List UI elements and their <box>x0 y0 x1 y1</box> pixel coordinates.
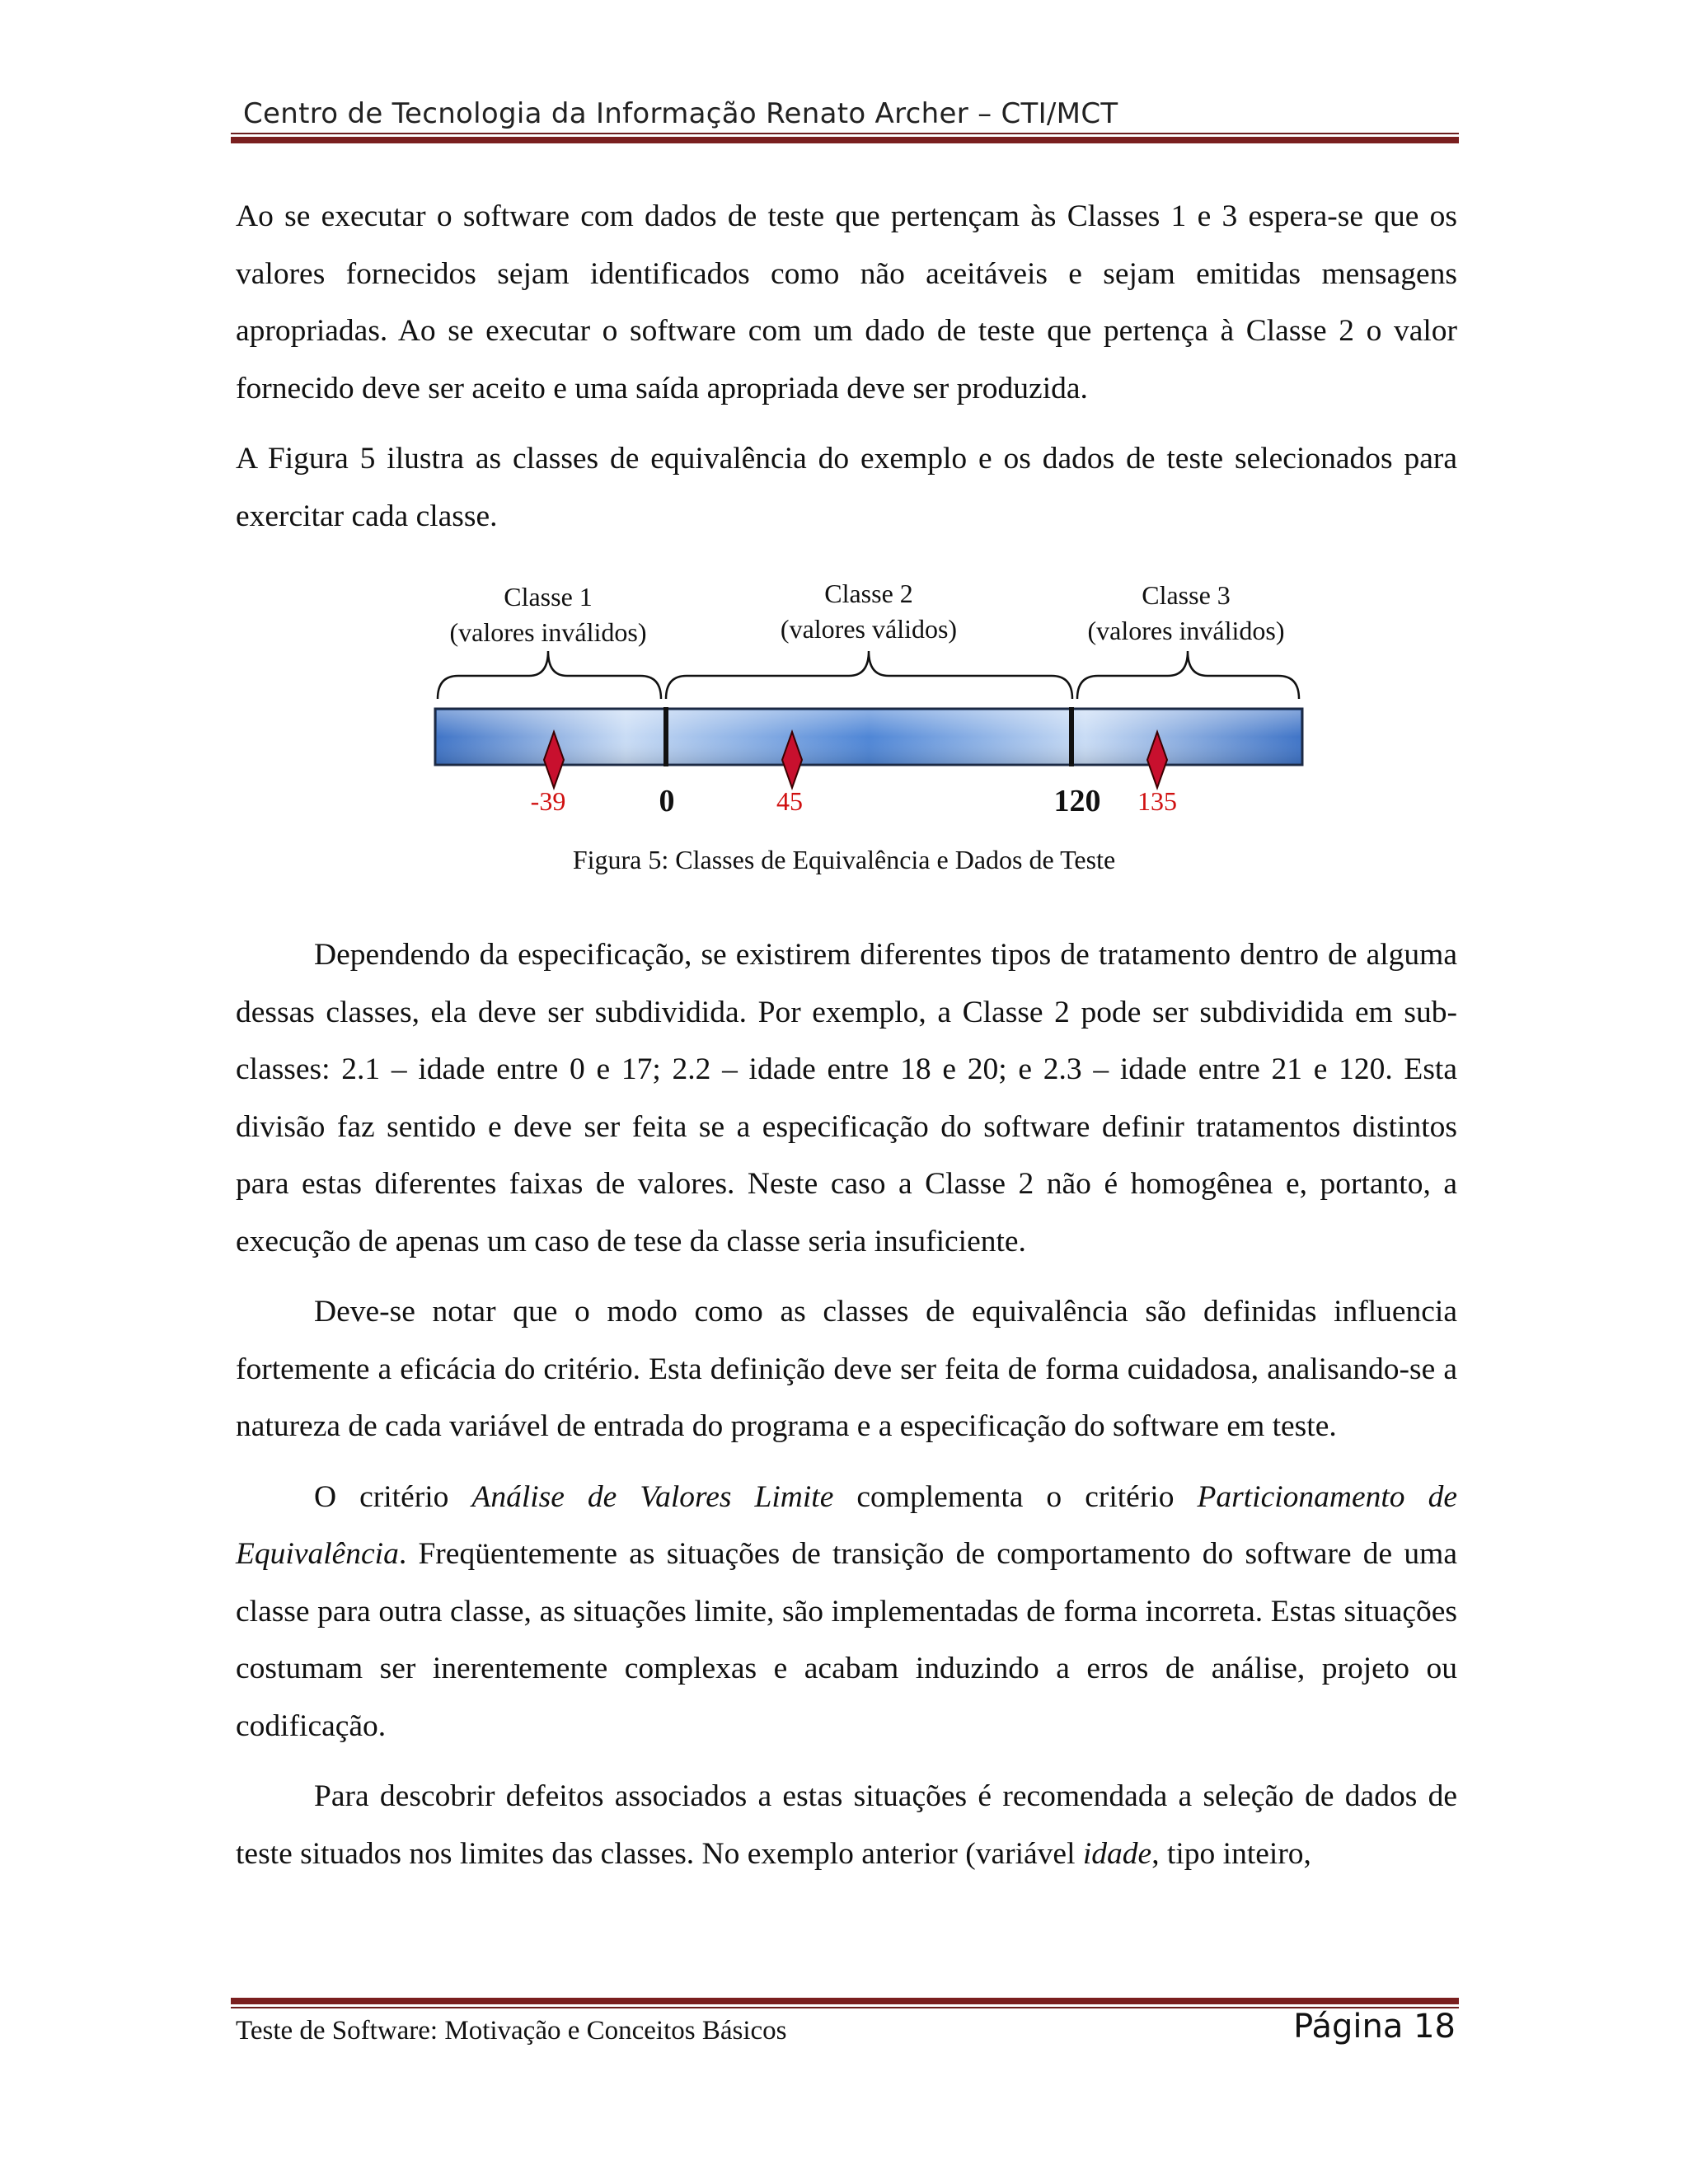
class-3-brace <box>1077 651 1299 699</box>
paragraph-5 <box>236 1469 1457 1755</box>
paragraph-2: A Figura 5 ilustra as classes de equivalência do exemplo e os dados de teste selecionados para exercitar cada classe. <box>236 442 1457 533</box>
boundary-line-120 <box>1069 707 1074 766</box>
paragraph-1: Ao se executar o software com dados de teste que pertençam às Classes 1 e 3 espera-se que os valores fornecidos sejam identificados como não aceitáveis e sejam emitidas mensagens apropriadas. Ao se executar o software com um dado de teste que pertença à Classe 2 o valor fornecido deve ser aceito e uma saída apropriada deve ser produzida. <box>236 199 1457 405</box>
term-idade: idade <box>1082 1836 1152 1871</box>
footer-title: Teste de Software: Motivação e Conceitos Básicos <box>236 2016 787 2046</box>
paragraph-5-text-c: complementa o critério <box>833 1479 1198 1514</box>
running-header: Centro de Tecnologia da Informação Renato Archer – CTI/MCT <box>243 97 1118 130</box>
bar-sheen <box>437 710 1301 763</box>
class-1-subtitle: (valores inválidos) <box>449 617 647 647</box>
term-analise-valores-limite: Análise de Valores Limite <box>471 1479 834 1514</box>
paragraph-5-text-e: . Freqüentemente as situações de transição de comportamento do software de uma classe para outra classe, as situações limite, são implementadas de forma incorreta. Estas situações costumam ser inerentemente complexas e acabam induzindo a erros de análise, projeto ou codificação. <box>236 1537 1457 1743</box>
paragraph-4: Deve-se notar que o modo como as classes de equivalência são definidas influencia fortemente a eficácia do critério. Esta definição deve ser feita de forma cuidadosa, analisando-se a natureza de cada variável de entrada do programa e a especificação do software em teste. <box>236 1295 1457 1443</box>
test-value-neg39: -39 <box>530 786 566 816</box>
term-particionamento-equivalencia: Particionamento de Equivalência <box>236 1479 1457 1571</box>
header-rule-thick <box>231 137 1459 143</box>
header-rule-thin <box>231 133 1459 134</box>
class-1-brace <box>438 651 661 699</box>
equivalence-classes-figure <box>0 569 1688 898</box>
test-value-45: 45 <box>776 786 803 816</box>
figure-caption: Figura 5: Classes de Equivalência e Dados de Teste <box>572 845 1116 874</box>
footer-rule-thin <box>231 2007 1459 2008</box>
class-2-brace <box>666 651 1072 699</box>
page-number: Página 18 <box>1293 2008 1456 2046</box>
footer-rule-thick <box>231 1998 1459 2004</box>
class-2-title: Classe 2 <box>824 579 913 608</box>
class-3-subtitle: (valores inválidos) <box>1087 616 1285 645</box>
paragraph-3: Dependendo da especificação, se existirem diferentes tipos de tratamento dentro de alguma dessas classes, ela deve ser subdividida. Por exemplo, a Classe 2 pode ser subdividida em sub-classes: 2.1 – idade entre 0 e 17; 2.2 – idade entre 18 e 20; e 2.3 – idade entre 21 e 120. Esta divisão faz sentido e deve ser feita se a especificação do software definir tratamentos distintos para estas diferentes faixas de valores. Neste caso a Classe 2 não é homogênea e, portanto, a execução de apenas um caso de tese da classe seria insuficiente. <box>236 938 1457 1258</box>
paragraph-6 <box>236 1768 1457 1882</box>
test-value-135: 135 <box>1137 786 1177 816</box>
paragraph-6-text-c: , tipo inteiro, <box>1151 1836 1311 1871</box>
boundary-label-0: 0 <box>659 784 675 818</box>
class-2-subtitle: (valores válidos) <box>780 614 958 644</box>
intro-text <box>236 188 1457 545</box>
paragraph-6-text-a: Para descobrir defeitos associados a estas situações é recomendada a seleção de dados de teste situados nos limites das classes. No exemplo anterior (variável <box>236 1779 1457 1871</box>
class-1-title: Classe 1 <box>504 582 593 612</box>
class-3-title: Classe 3 <box>1142 580 1231 610</box>
main-text <box>236 926 1457 1882</box>
boundary-line-0 <box>663 707 668 766</box>
boundary-label-120: 120 <box>1053 784 1101 818</box>
paragraph-5-text-a: O critério <box>314 1479 472 1514</box>
